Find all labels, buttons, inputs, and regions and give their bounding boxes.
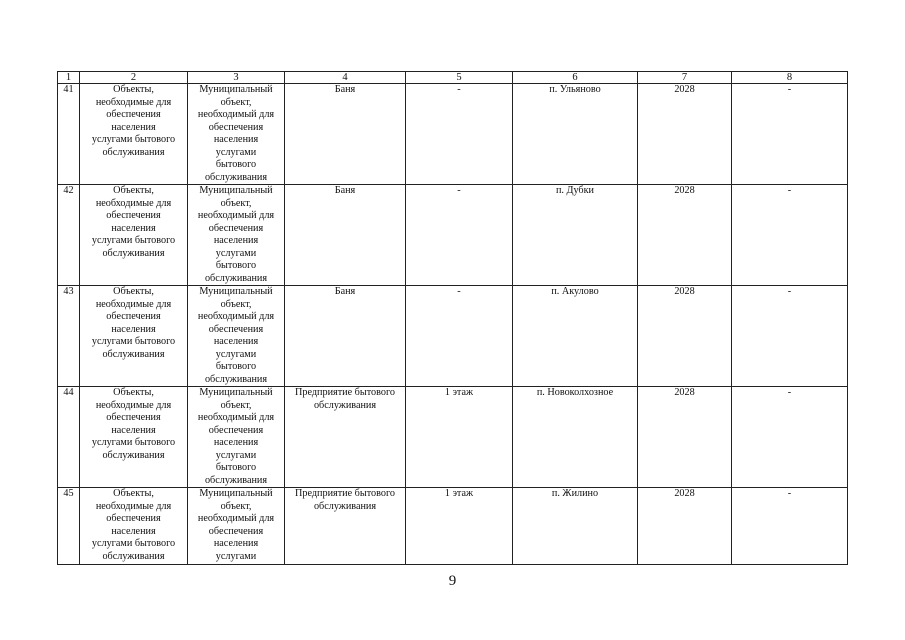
location-cell: п. Новоколхозное bbox=[513, 387, 638, 488]
object-params-cell: 1 этаж bbox=[406, 488, 513, 565]
column-number: 7 bbox=[638, 72, 732, 84]
column-number: 4 bbox=[285, 72, 406, 84]
object-status-cell: Муниципальный объект, необходимый для обеспечения населения услугами бытового обслуживания bbox=[188, 84, 285, 185]
location-cell: п. Ульяново bbox=[513, 84, 638, 185]
document-table bbox=[57, 71, 848, 565]
note-cell: - bbox=[732, 84, 848, 185]
object-name-cell: Баня bbox=[285, 286, 406, 387]
object-name-cell: Баня bbox=[285, 185, 406, 286]
page-number: 9 bbox=[448, 573, 457, 589]
year-cell: 2028 bbox=[638, 286, 732, 387]
year-cell: 2028 bbox=[638, 185, 732, 286]
object-type-cell: Объекты, необходимые для обеспечения населения услугами бытового обслуживания bbox=[80, 185, 188, 286]
object-params-cell: - bbox=[406, 185, 513, 286]
column-number: 5 bbox=[406, 72, 513, 84]
object-name-cell: Баня bbox=[285, 84, 406, 185]
column-number: 3 bbox=[188, 72, 285, 84]
object-type-cell: Объекты, необходимые для обеспечения населения услугами бытового обслуживания bbox=[80, 387, 188, 488]
column-number: 2 bbox=[80, 72, 188, 84]
object-name-cell: Предприятие бытового обслуживания bbox=[285, 488, 406, 565]
object-type-cell: Объекты, необходимые для обеспечения населения услугами бытового обслуживания bbox=[80, 84, 188, 185]
row-number: 45 bbox=[58, 488, 80, 565]
table-row bbox=[58, 488, 848, 565]
object-params-cell: 1 этаж bbox=[406, 387, 513, 488]
note-cell: - bbox=[732, 185, 848, 286]
note-cell: - bbox=[732, 488, 848, 565]
year-cell: 2028 bbox=[638, 84, 732, 185]
row-number: 43 bbox=[58, 286, 80, 387]
row-number: 44 bbox=[58, 387, 80, 488]
location-cell: п. Жилино bbox=[513, 488, 638, 565]
column-number: 1 bbox=[58, 72, 80, 84]
note-cell: - bbox=[732, 286, 848, 387]
column-number: 8 bbox=[732, 72, 848, 84]
row-number: 41 bbox=[58, 84, 80, 185]
table-row bbox=[58, 387, 848, 488]
location-cell: п. Акулово bbox=[513, 286, 638, 387]
column-number-row bbox=[58, 72, 848, 84]
object-type-cell: Объекты, необходимые для обеспечения населения услугами бытового обслуживания bbox=[80, 488, 188, 565]
table-row bbox=[58, 185, 848, 286]
object-params-cell: - bbox=[406, 84, 513, 185]
row-number: 42 bbox=[58, 185, 80, 286]
column-number: 6 bbox=[513, 72, 638, 84]
object-status-cell: Муниципальный объект, необходимый для обеспечения населения услугами бытового обслуживания bbox=[188, 185, 285, 286]
object-status-cell: Муниципальный объект, необходимый для обеспечения населения услугами бытового обслуживания bbox=[188, 286, 285, 387]
location-cell: п. Дубки bbox=[513, 185, 638, 286]
object-status-cell: Муниципальный объект, необходимый для обеспечения населения услугами bbox=[188, 488, 285, 565]
table-row bbox=[58, 286, 848, 387]
object-name-cell: Предприятие бытового обслуживания bbox=[285, 387, 406, 488]
year-cell: 2028 bbox=[638, 488, 732, 565]
object-status-cell: Муниципальный объект, необходимый для обеспечения населения услугами бытового обслуживания bbox=[188, 387, 285, 488]
year-cell: 2028 bbox=[638, 387, 732, 488]
note-cell: - bbox=[732, 387, 848, 488]
object-type-cell: Объекты, необходимые для обеспечения населения услугами бытового обслуживания bbox=[80, 286, 188, 387]
object-params-cell: - bbox=[406, 286, 513, 387]
table-row bbox=[58, 84, 848, 185]
